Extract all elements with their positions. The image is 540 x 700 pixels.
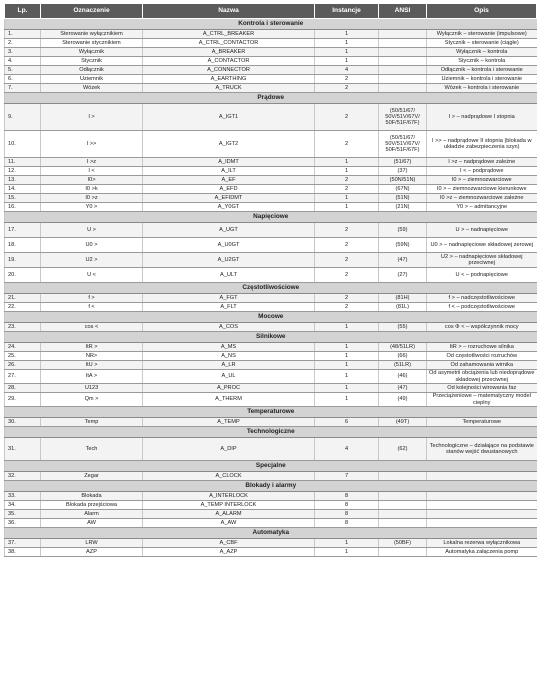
cell-instancje: 2 [315,176,379,185]
cell-opis: Temperaturowe [427,418,537,427]
cell-ansi [379,548,427,557]
table-row [5,30,537,39]
cell-lp: 36. [5,519,41,528]
table-row [5,57,537,66]
cell-ansi: (81H) [379,294,427,303]
cell-opis: Wyłącznik – kontrola [427,48,537,57]
cell-nazwa: A_IGT2 [143,131,315,158]
cell-nazwa: A_PROC [143,384,315,393]
cell-lp: 10. [5,131,41,158]
cell-instancje: 8 [315,510,379,519]
cell-opis: cos Φ < – współczynnik mocy [427,323,537,332]
cell-nazwa: A_CTRL_BREAKER [143,30,315,39]
cell-oznaczenie: Stycznik [41,57,143,66]
cell-opis: Od częstotliwości rozruchów [427,352,537,361]
table-row [5,66,537,75]
cell-instancje: 1 [315,167,379,176]
cell-lp: 21. [5,294,41,303]
cell-nazwa: A_CBF [143,539,315,548]
cell-oznaczenie: ItU > [41,361,143,370]
cell-oznaczenie: I >> [41,131,143,158]
cell-oznaczenie: NR> [41,352,143,361]
cell-lp: 22. [5,303,41,312]
cell-ansi [379,492,427,501]
cell-oznaczenie: I < [41,167,143,176]
cell-lp: 31. [5,438,41,461]
cell-oznaczenie: U2 > [41,253,143,268]
section-header-row [5,19,537,30]
cell-instancje: 4 [315,66,379,75]
cell-nazwa: A_FGT [143,294,315,303]
cell-nazwa: A_TRUCK [143,84,315,93]
cell-instancje: 1 [315,48,379,57]
section-header-row [5,528,537,539]
cell-lp: 33. [5,492,41,501]
section-header-row [5,427,537,438]
cell-lp: 20. [5,268,41,283]
cell-ansi: (67N) [379,185,427,194]
cell-instancje: 7 [315,472,379,481]
cell-oznaczenie: f < [41,303,143,312]
table-row [5,501,537,510]
cell-instancje: 1 [315,393,379,407]
table-row [5,203,537,212]
cell-opis [427,492,537,501]
cell-ansi [379,75,427,84]
cell-nazwa: A_IDMT [143,158,315,167]
cell-oznaczenie: Odłącznik [41,66,143,75]
cell-ansi [379,48,427,57]
cell-instancje: 1 [315,343,379,352]
section-title: Silnikowe [5,332,537,343]
section-title: Mocowe [5,312,537,323]
table-row [5,548,537,557]
cell-lp: 9. [5,104,41,131]
cell-opis: I >z – nadprądowe zależne [427,158,537,167]
cell-lp: 38. [5,548,41,557]
cell-opis: Od kolejności wirowania faz [427,384,537,393]
cell-ansi [379,501,427,510]
cell-lp: 14. [5,185,41,194]
cell-oznaczenie: ItA > [41,370,143,384]
cell-nazwa: A_AW [143,519,315,528]
cell-nazwa: A_THERM [143,393,315,407]
cell-opis [427,519,537,528]
cell-instancje: 2 [315,268,379,283]
protection-functions-table-container [4,3,536,557]
cell-lp: 35. [5,510,41,519]
cell-instancje: 1 [315,548,379,557]
cell-nazwa: A_ALARM [143,510,315,519]
cell-nazwa: A_INTERLOCK [143,492,315,501]
cell-nazwa: A_CLOCK [143,472,315,481]
cell-opis: Od zahamowania wirnika [427,361,537,370]
cell-ansi: (51/67) [379,158,427,167]
cell-oznaczenie: I0> [41,176,143,185]
cell-oznaczenie: Y0 > [41,203,143,212]
section-header-row [5,407,537,418]
table-row [5,253,537,268]
table-row [5,539,537,548]
cell-oznaczenie: I0 >k [41,185,143,194]
table-row [5,185,537,194]
section-title: Prądowe [5,93,537,104]
cell-ansi [379,472,427,481]
section-title: Automatyka [5,528,537,539]
table-header-row [5,4,537,19]
cell-oznaczenie: Blokada przejściowa [41,501,143,510]
cell-lp: 26. [5,361,41,370]
table-row [5,238,537,253]
cell-lp: 15. [5,194,41,203]
section-title: Technologiczne [5,427,537,438]
cell-nazwa: A_CONTACTOR [143,57,315,66]
cell-opis: I0 >z – ziemnozwarciowe zależne [427,194,537,203]
cell-instancje: 1 [315,361,379,370]
cell-opis [427,472,537,481]
cell-lp: 6. [5,75,41,84]
cell-nazwa: A_ILT [143,167,315,176]
cell-opis: I > – nadprądowe I stopnia [427,104,537,131]
cell-opis [427,501,537,510]
cell-instancje: 1 [315,39,379,48]
cell-instancje: 8 [315,492,379,501]
cell-lp: 29. [5,393,41,407]
cell-ansi: (50/51/67/ 50V/51V/67V/ 50F/51F/67F) [379,104,427,131]
cell-oznaczenie: AZP [41,548,143,557]
section-title: Specjalne [5,461,537,472]
cell-lp: 34. [5,501,41,510]
cell-instancje: 1 [315,30,379,39]
table-row [5,176,537,185]
cell-instancje: 2 [315,131,379,158]
cell-opis: U > – nadnapięciowe [427,223,537,238]
cell-ansi: (59N) [379,238,427,253]
cell-lp: 32. [5,472,41,481]
section-header-row [5,332,537,343]
cell-nazwa: A_AZP [143,548,315,557]
cell-oznaczenie: U0 > [41,238,143,253]
table-row [5,223,537,238]
cell-instancje: 2 [315,104,379,131]
section-title: Temperaturowe [5,407,537,418]
cell-ansi [379,57,427,66]
cell-ansi: (47) [379,384,427,393]
cell-nazwa: A_LR [143,361,315,370]
table-row [5,131,537,158]
cell-instancje: 1 [315,158,379,167]
cell-nazwa: A_UL [143,370,315,384]
cell-instancje: 1 [315,323,379,332]
section-title: Napięciowe [5,212,537,223]
cell-lp: 19. [5,253,41,268]
cell-opis: ItR > – rozruchowe silnika [427,343,537,352]
section-header-row [5,212,537,223]
cell-lp: 25. [5,352,41,361]
cell-instancje: 2 [315,303,379,312]
cell-ansi: (46) [379,370,427,384]
cell-oznaczenie: I > [41,104,143,131]
cell-oznaczenie: f > [41,294,143,303]
table-row [5,438,537,461]
cell-ansi: (62) [379,438,427,461]
cell-ansi: (47) [379,253,427,268]
cell-lp: 13. [5,176,41,185]
cell-lp: 11. [5,158,41,167]
cell-lp: 17. [5,223,41,238]
header-opis: Opis [427,4,537,19]
cell-ansi: (55) [379,323,427,332]
cell-nazwa: A_EARTHING [143,75,315,84]
cell-nazwa: A_UGT [143,223,315,238]
cell-instancje: 1 [315,384,379,393]
cell-lp: 1. [5,30,41,39]
cell-opis: U < – podnapięciowe [427,268,537,283]
cell-instancje: 2 [315,75,379,84]
cell-oznaczenie: Uziemnik [41,75,143,84]
cell-ansi: (27) [379,268,427,283]
cell-nazwa: A_U2GT [143,253,315,268]
cell-lp: 27. [5,370,41,384]
cell-opis: U0 > – nadnapięciowe składowej zerowej [427,238,537,253]
cell-nazwa: A_FLT [143,303,315,312]
cell-oznaczenie: Sterowanie stycznikiem [41,39,143,48]
cell-opis: I0 > – ziemnozwarciowe kierunkowe [427,185,537,194]
cell-lp: 18. [5,238,41,253]
cell-ansi: (50BF) [379,539,427,548]
cell-nazwa: A_U0GT [143,238,315,253]
section-header-row [5,93,537,104]
cell-lp: 37. [5,539,41,548]
cell-lp: 5. [5,66,41,75]
cell-nazwa: A_NS [143,352,315,361]
cell-opis: Technologiczne – działające na podstawie stanów wejść dwustanowych [427,438,537,461]
cell-ansi: (50/51/67/ 50V/51V/67V/ 50F/51F/67F) [379,131,427,158]
table-row [5,384,537,393]
table-row [5,75,537,84]
section-title: Kontrola i sterowanie [5,19,537,30]
cell-nazwa: A_TEMP [143,418,315,427]
cell-nazwa: A_IGT1 [143,104,315,131]
section-header-row [5,283,537,294]
table-row [5,361,537,370]
cell-instancje: 2 [315,294,379,303]
cell-ansi [379,84,427,93]
table-row [5,48,537,57]
table-row [5,510,537,519]
cell-instancje: 8 [315,519,379,528]
cell-nazwa: A_Y0GT [143,203,315,212]
cell-lp: 24. [5,343,41,352]
cell-lp: 7. [5,84,41,93]
cell-instancje: 1 [315,194,379,203]
cell-opis: Uziemnik – kontrola i sterowanie [427,75,537,84]
cell-ansi [379,510,427,519]
section-header-row [5,461,537,472]
cell-instancje: 8 [315,501,379,510]
cell-oznaczenie: Wyłącznik [41,48,143,57]
cell-oznaczenie: Temp [41,418,143,427]
table-row [5,519,537,528]
table-row [5,352,537,361]
cell-oznaczenie: U < [41,268,143,283]
cell-instancje: 1 [315,203,379,212]
cell-ansi [379,519,427,528]
cell-lp: 2. [5,39,41,48]
table-row [5,158,537,167]
cell-lp: 4. [5,57,41,66]
table-row [5,84,537,93]
cell-ansi [379,66,427,75]
table-row [5,393,537,407]
cell-oznaczenie: Sterowanie wyłącznikiem [41,30,143,39]
cell-lp: 23. [5,323,41,332]
cell-ansi [379,30,427,39]
protection-functions-table [4,3,537,557]
cell-ansi: (21N) [379,203,427,212]
cell-opis: Odłącznik – kontrola i sterowanie [427,66,537,75]
cell-opis: Automatyka załączenia pomp [427,548,537,557]
cell-nazwa: A_EF [143,176,315,185]
cell-lp: 12. [5,167,41,176]
cell-oznaczenie: U > [41,223,143,238]
cell-lp: 28. [5,384,41,393]
cell-instancje: 2 [315,253,379,268]
table-row [5,294,537,303]
section-title: Blokady i alarmy [5,481,537,492]
cell-opis: Wyłącznik – sterowanie (impulsowe) [427,30,537,39]
cell-ansi: (37) [379,167,427,176]
cell-opis: I < – podprądowe [427,167,537,176]
cell-lp: 16. [5,203,41,212]
cell-oznaczenie: LRW [41,539,143,548]
cell-instancje: 2 [315,238,379,253]
cell-oznaczenie: Qm > [41,393,143,407]
header-nazwa: Nazwa [143,4,315,19]
table-row [5,472,537,481]
cell-nazwa: A_ULT [143,268,315,283]
cell-ansi: (59) [379,223,427,238]
cell-ansi: (49) [379,393,427,407]
cell-instancje: 2 [315,185,379,194]
cell-oznaczenie: I0 >z [41,194,143,203]
cell-oznaczenie: Zegar [41,472,143,481]
cell-ansi: (51LR) [379,361,427,370]
cell-instancje: 6 [315,418,379,427]
cell-ansi: (66) [379,352,427,361]
cell-nazwa: A_MS [143,343,315,352]
table-row [5,268,537,283]
cell-instancje: 4 [315,438,379,461]
cell-opis: Przeciążeniowe – matematyczny model cieplny [427,393,537,407]
cell-oznaczenie: I >z [41,158,143,167]
table-row [5,370,537,384]
cell-oznaczenie: AW [41,519,143,528]
section-header-row [5,312,537,323]
table-row [5,104,537,131]
cell-lp: 3. [5,48,41,57]
table-body [5,19,537,557]
cell-nazwa: A_TEMP INTERLOCK [143,501,315,510]
cell-nazwa: A_BREAKER [143,48,315,57]
table-row [5,492,537,501]
cell-nazwa: A_EFD [143,185,315,194]
cell-opis [427,510,537,519]
cell-instancje: 2 [315,84,379,93]
cell-oznaczenie: cos < [41,323,143,332]
table-row [5,418,537,427]
cell-opis: U2 > – nadnapięciowe składowej przeciwnej [427,253,537,268]
cell-lp: 30. [5,418,41,427]
cell-opis: f < – podczęstotliwościowe [427,303,537,312]
cell-oznaczenie: Blokada [41,492,143,501]
cell-oznaczenie: Wózek [41,84,143,93]
table-row [5,323,537,332]
table-row [5,303,537,312]
cell-oznaczenie: ItR > [41,343,143,352]
header-ansi: ANSI [379,4,427,19]
section-header-row [5,481,537,492]
cell-instancje: 1 [315,370,379,384]
cell-opis: Stycznik – sterowanie (ciągłe) [427,39,537,48]
cell-opis: I >> – nadprądowe II stopnia (blokada w układzie zabezpieczenia szyn) [427,131,537,158]
table-row [5,343,537,352]
header-oznaczenie: Oznaczenie [41,4,143,19]
cell-nazwa: A_EFIDMT [143,194,315,203]
cell-instancje: 1 [315,352,379,361]
cell-instancje: 1 [315,539,379,548]
cell-instancje: 2 [315,223,379,238]
cell-opis: Stycznik – kontrola [427,57,537,66]
section-title: Częstotliwościowe [5,283,537,294]
cell-ansi: (50N/51N) [379,176,427,185]
cell-ansi [379,39,427,48]
cell-nazwa: A_CONNECTOR [143,66,315,75]
cell-nazwa: A_CTRL_CONTACTOR [143,39,315,48]
cell-oznaczenie: Alarm [41,510,143,519]
cell-ansi: (81L) [379,303,427,312]
cell-ansi: (49T) [379,418,427,427]
cell-opis: Od asymetrii obciążenia lub niedoprądowe składowej przeciwnej [427,370,537,384]
cell-opis: f > – nadczęstotliwościowe [427,294,537,303]
cell-nazwa: A_COS [143,323,315,332]
table-row [5,167,537,176]
cell-instancje: 1 [315,57,379,66]
cell-opis: Wózek – kontrola i sterowanie [427,84,537,93]
cell-opis: Lokalna rezerwa wyłącznikowa [427,539,537,548]
header-instancje: Instancje [315,4,379,19]
cell-ansi: (51N) [379,194,427,203]
cell-nazwa: A_DIP [143,438,315,461]
table-row [5,39,537,48]
cell-opis: I0 > – ziemnozwarciowe [427,176,537,185]
header-lp: Lp. [5,4,41,19]
table-row [5,194,537,203]
cell-ansi: (48/51LR) [379,343,427,352]
cell-opis: Y0 > – admitancyjne [427,203,537,212]
cell-oznaczenie: Tech [41,438,143,461]
cell-oznaczenie: U123 [41,384,143,393]
